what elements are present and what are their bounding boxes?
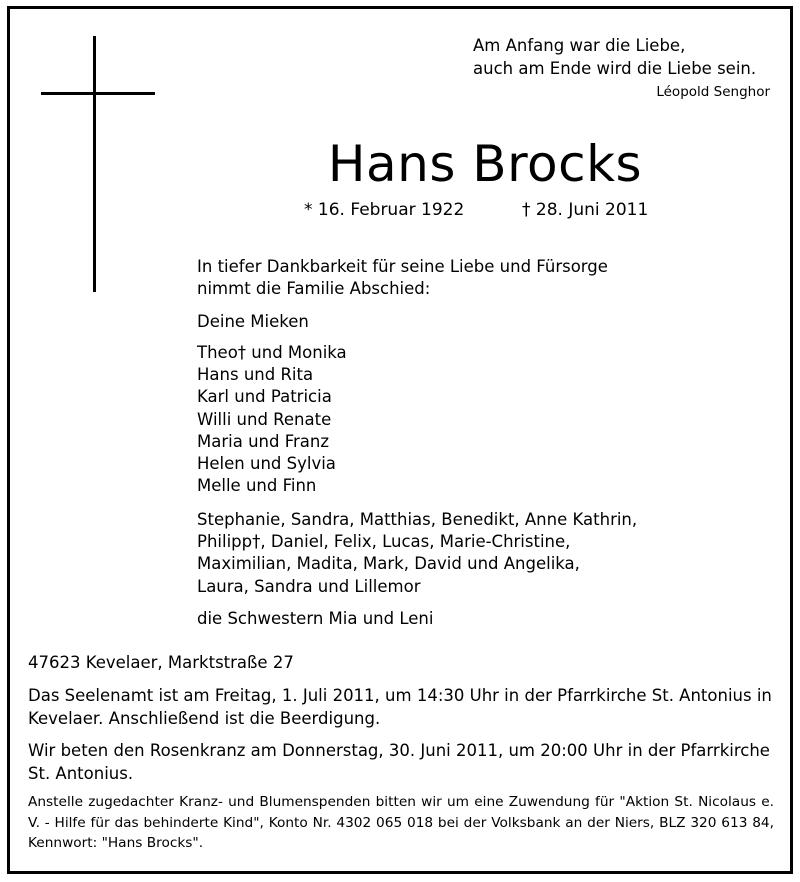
quote — [473, 34, 773, 80]
list-item: Philipp†, Daniel, Felix, Lucas, Marie-Christine, — [197, 532, 571, 552]
siblings-text: die Schwestern Mia und Leni — [197, 609, 434, 628]
list-item: Theo† und Monika — [197, 343, 347, 362]
quote-line-1: Am Anfang war die Liebe, — [473, 36, 686, 55]
intro-line: nimmt die Familie Abschied: — [197, 279, 431, 299]
intro-line: In tiefer Dankbarkeit für seine Liebe und Fürsorge — [197, 257, 608, 276]
intro-text — [197, 256, 608, 300]
children-list — [197, 342, 347, 497]
requiem-info: Das Seelenamt ist am Freitag, 1. Juli 2011, um 14:30 Uhr in der Pfarrkirche St. Antonius in Kevelaer. Anschließend ist die Beerdigung. — [28, 686, 772, 728]
list-item: Maximilian, Madita, Mark, David und Angelika, — [197, 554, 580, 574]
quote-author: Léopold Senghor — [656, 84, 770, 100]
deceased-name: Hans Brocks — [327, 135, 643, 193]
donation-info: Anstelle zugedachter Kranz- und Blumenspenden bitten wir um eine Zuwendung für "Aktion St. Nicolaus e. V. - Hilfe für das behinderte Kind", Konto Nr. 4302 065 018 bei der Volksbank an der Niers, BLZ 320 613 84, Kennwort: "Hans Brocks". — [28, 794, 774, 852]
list-item: Willi und Renate — [197, 409, 332, 429]
list-item: Laura, Sandra und Lillemor — [197, 576, 421, 596]
birth-date: * 16. Februar 1922 — [304, 200, 465, 220]
list-item: Hans und Rita — [197, 365, 314, 385]
rosary-info: Wir beten den Rosenkranz am Donnerstag, 30. Juni 2011, um 20:00 Uhr in der Pfarrkirche St. Antonius. — [28, 741, 770, 783]
list-item: Melle und Finn — [197, 476, 317, 496]
list-item: Stephanie, Sandra, Matthias, Benedikt, Anne Kathrin, — [197, 510, 638, 529]
list-item: Maria und Franz — [197, 431, 330, 451]
quote-line-2: auch am Ende wird die Liebe sein. — [473, 59, 757, 78]
spouse-name: Deine Mieken — [197, 312, 309, 331]
list-item: Karl und Patricia — [197, 387, 332, 407]
spouse — [197, 311, 309, 333]
cross-icon-horizontal — [41, 92, 155, 95]
siblings — [197, 608, 433, 630]
list-item: Helen und Sylvia — [197, 454, 336, 474]
address: 47623 Kevelaer, Marktstraße 27 — [28, 653, 294, 672]
death-date: † 28. Juni 2011 — [522, 200, 649, 220]
grandchildren-list — [197, 509, 637, 598]
